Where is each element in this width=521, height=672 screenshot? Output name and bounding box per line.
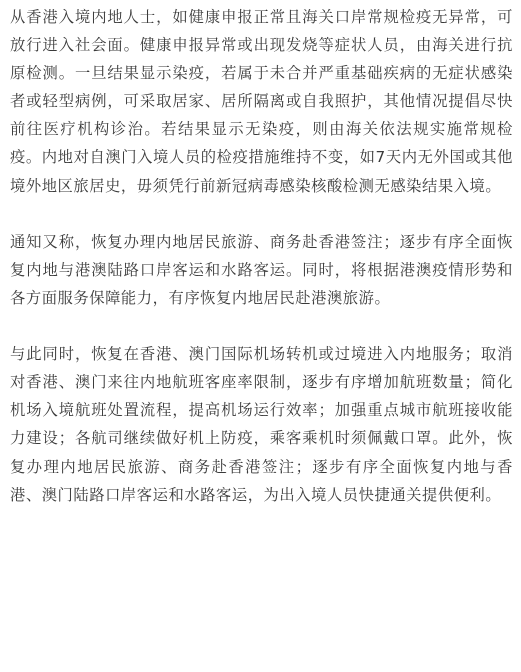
paragraph-flight-services: 与此同时，恢复在香港、澳门国际机场转机或过境进入内地服务；取消对香港、澳门来往内地航班客座率限制，逐步有序增加航班数量；简化机场入境航班处置流程，提高机场运行效率；加强重点城市航班接收能力建设；各航司继续做好机上防疫，乘客乘机时须佩戴口罩。此外，恢复办理内地居民旅游、商务赴香港签注；逐步有序全面恢复内地与香港、澳门陆路口岸客运和水路客运，为出入境人员快捷通关提供便利。 bbox=[10, 345, 513, 504]
paragraph-visa-resumption: 通知又称，恢复办理内地居民旅游、商务赴香港签注；逐步有序全面恢复内地与港澳陆路口岸客运和水路客运。同时，将根据港澳疫情形势和各方面服务保障能力，有序恢复内地居民赴港澳旅游。 bbox=[10, 232, 513, 307]
paragraph-entry-quarantine: 从香港入境内地人士，如健康申报正常且海关口岸常规检疫无异常，可放行进入社会面。健康申报异常或出现发烧等症状人员，由海关进行抗原检测。一旦结果显示染疫，若属于未合并严重基础疾病的无症状感染者或轻型病例，可采取居家、居所隔离或自我照护，其他情况提倡尽快前往医疗机构诊治。若结果显示无染疫，则由海关依法规实施常规检疫。内地对自澳门入境人员的检疫措施维持不变，如7天内无外国或其他境外地区旅居史，毋须凭行前新冠病毒感染核酸检测无感染结果入境。 bbox=[10, 8, 513, 195]
